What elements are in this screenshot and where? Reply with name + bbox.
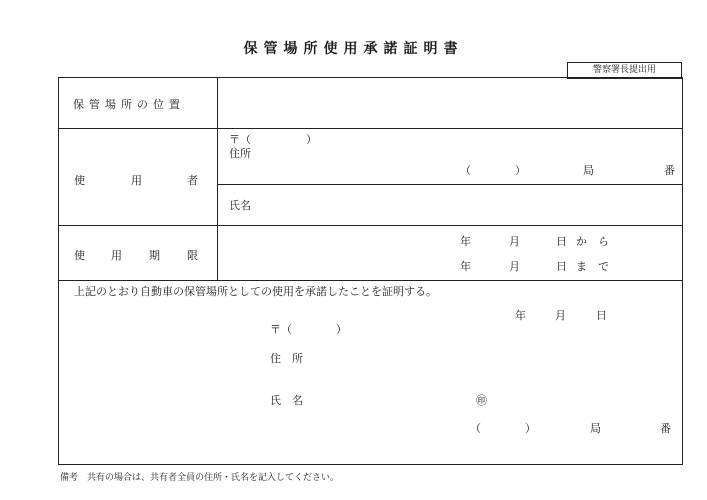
period-to-day: 日 [556, 260, 567, 273]
row-divider [59, 280, 682, 281]
location-label: 保管場所の位置 [73, 98, 185, 111]
cert-date-month: 月 [555, 309, 566, 322]
seal-mark: ㊞ [476, 394, 487, 407]
cert-address-label: 住 所 [270, 352, 303, 365]
form-title: 保管場所使用承諾証明書 [243, 41, 464, 57]
user-label-char: 用 [131, 174, 142, 187]
cert-phone-number: 番 [660, 422, 671, 435]
period-label-char: 限 [187, 249, 198, 262]
user-postal[interactable]: 〒（ ） [229, 133, 317, 146]
period-label-char: 期 [149, 249, 160, 262]
period-from-suffix: か ら [576, 235, 609, 248]
user-name-label: 氏名 [229, 199, 251, 212]
cert-phone-area[interactable]: （ ） [470, 422, 536, 435]
cert-date-day: 日 [596, 309, 607, 322]
location-field[interactable] [218, 79, 679, 127]
row-divider [59, 128, 682, 129]
period-label-char: 使 [74, 249, 85, 262]
user-label-char: 者 [187, 174, 198, 187]
cert-postal[interactable]: 〒（ ） [270, 323, 347, 336]
row-divider [59, 225, 682, 226]
user-label-char: 使 [74, 174, 85, 187]
submission-label: 警察署長提出用 [567, 62, 682, 79]
period-to-month: 月 [509, 260, 520, 273]
user-address-label: 住所 [229, 147, 251, 160]
user-phone-exchange: 局 [583, 164, 594, 177]
period-from-month: 月 [509, 235, 520, 248]
footnote: 備考 共有の場合は、共有者全員の住所・氏名を記入してください。 [60, 473, 340, 483]
period-to-suffix: ま で [576, 260, 609, 273]
user-phone-number: 番 [664, 164, 675, 177]
row-divider [217, 184, 682, 185]
period-from-year: 年 [460, 235, 471, 248]
period-from-day: 日 [556, 235, 567, 248]
cert-phone-exchange: 局 [590, 422, 601, 435]
cert-name-label: 氏 名 [270, 394, 303, 407]
user-phone-area[interactable]: （ ） [460, 164, 526, 177]
cert-date-year: 年 [515, 309, 526, 322]
certification-statement: 上記のとおり自動車の保管場所としての使用を承諾したことを証明する。 [74, 285, 437, 298]
period-label-char: 用 [111, 249, 122, 262]
period-to-year: 年 [460, 260, 471, 273]
